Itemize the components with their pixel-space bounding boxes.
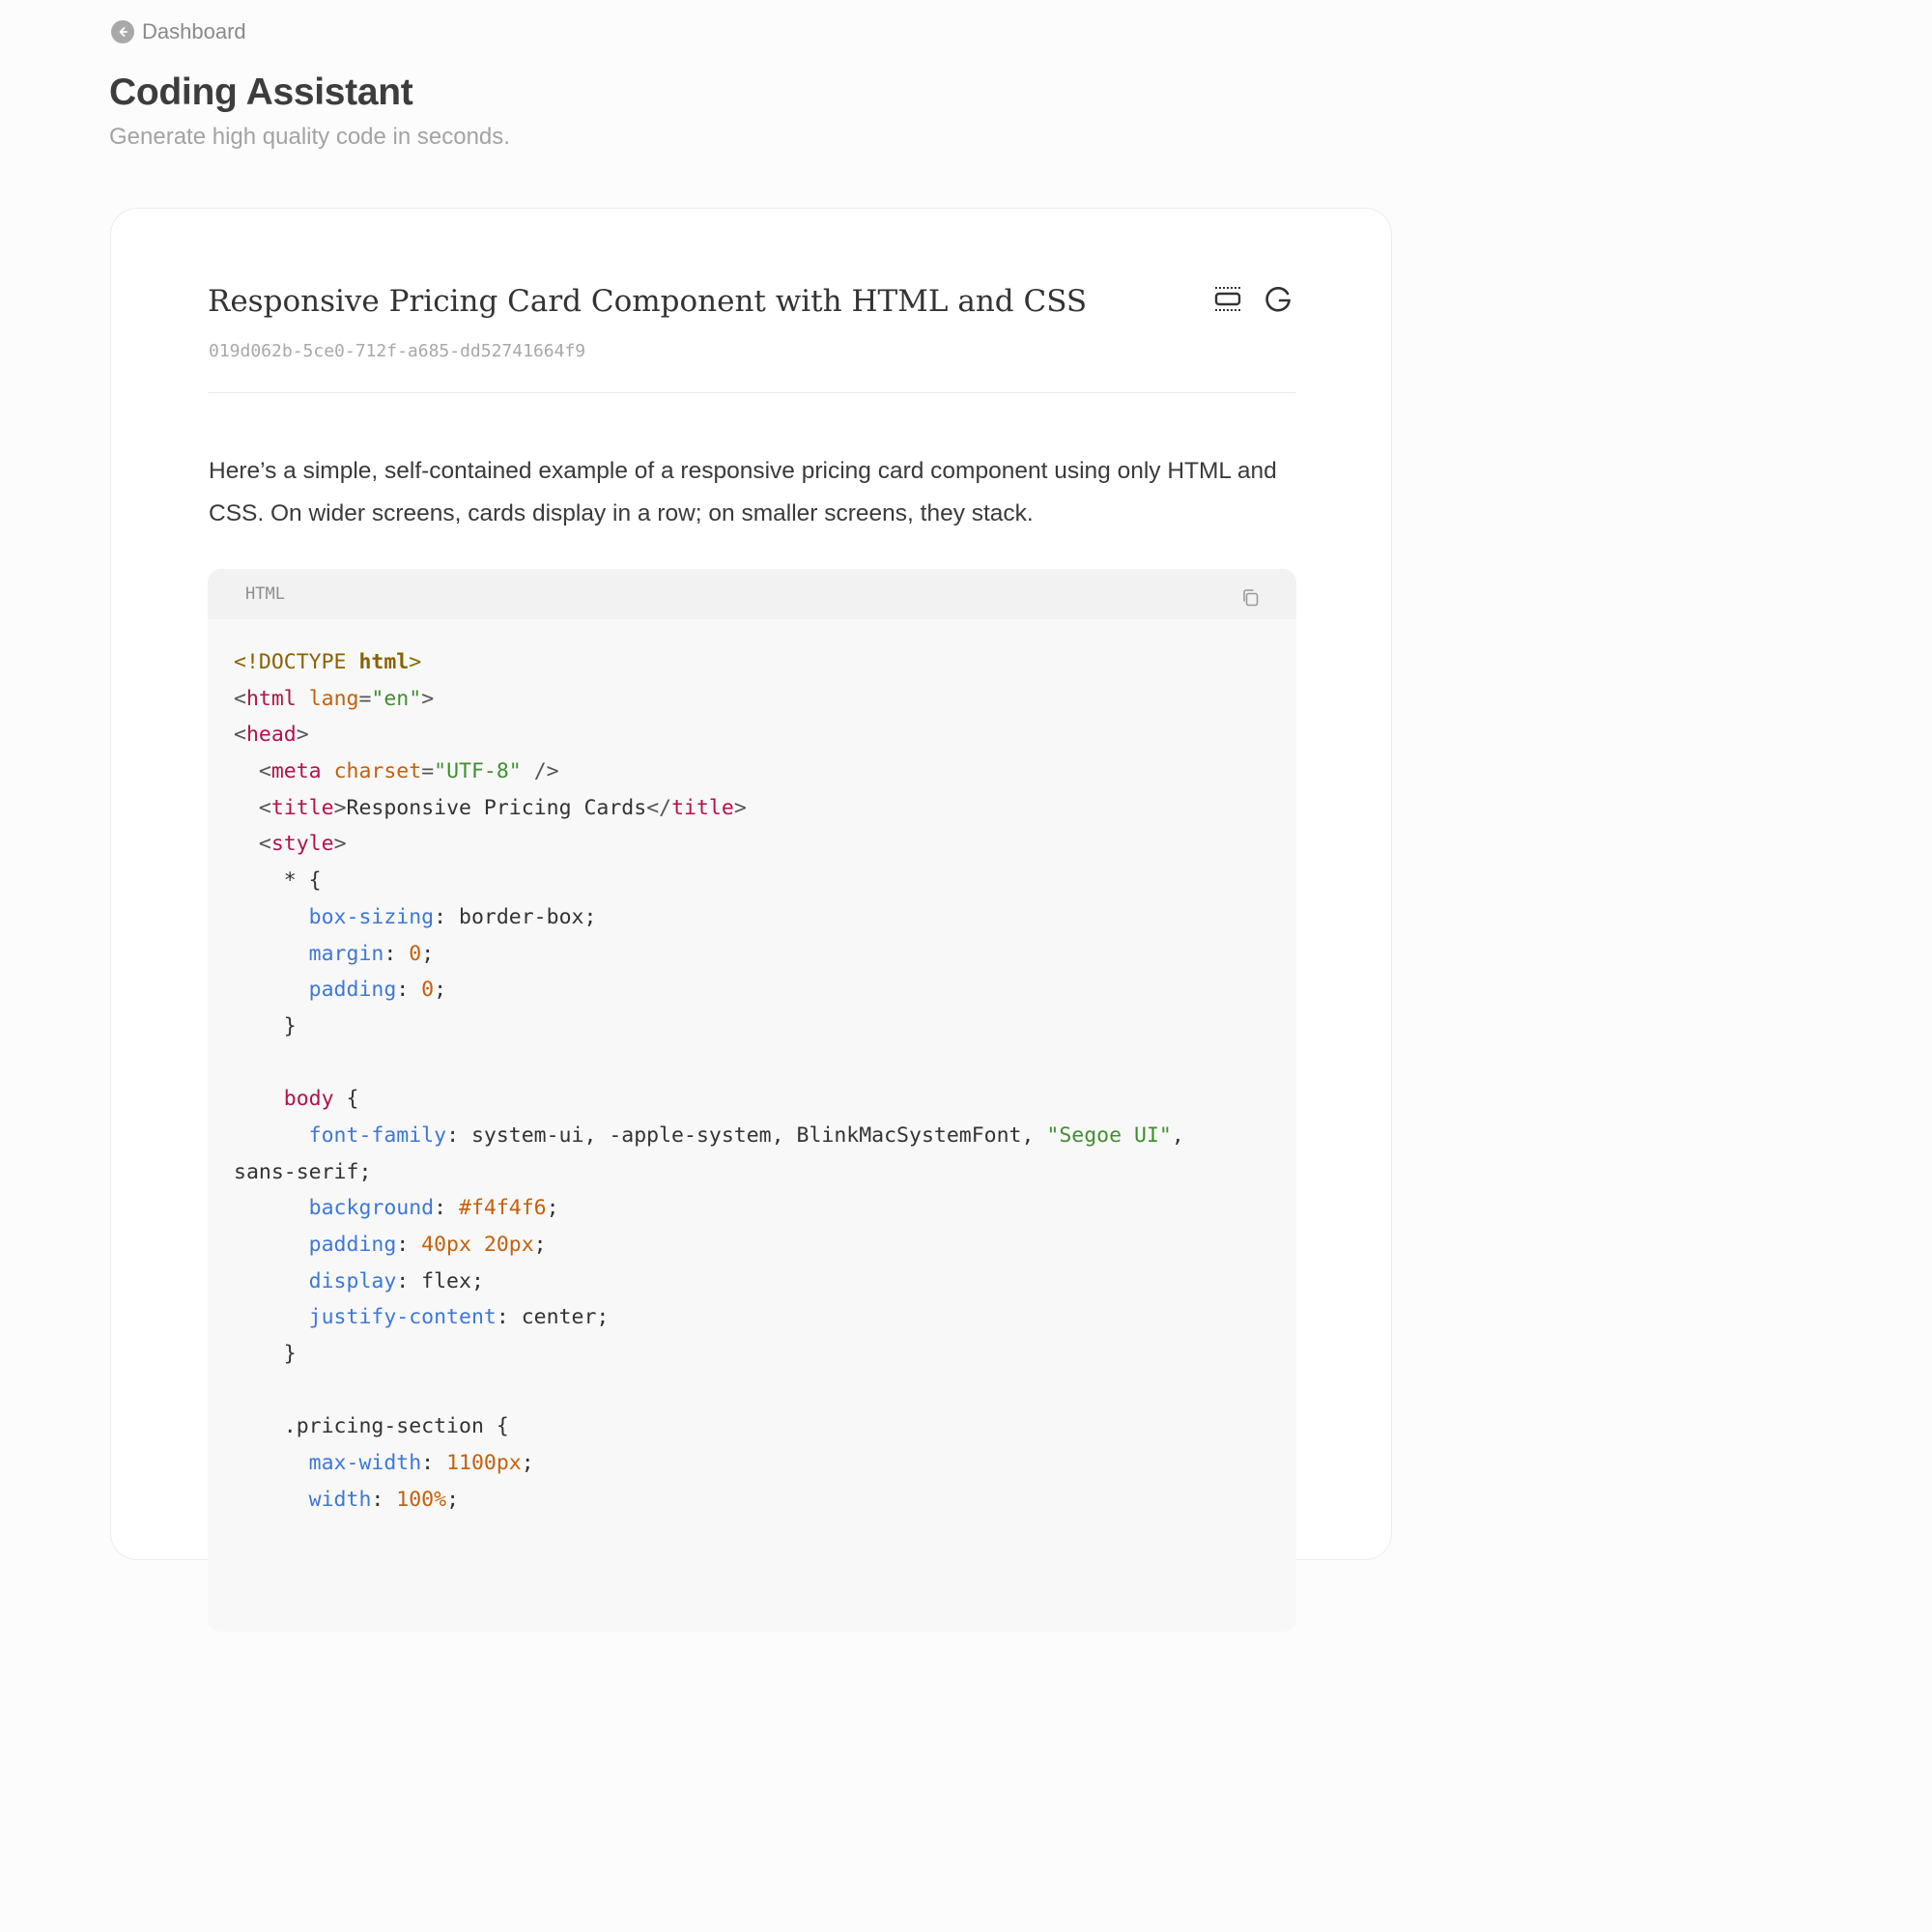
- code-token: 0: [421, 978, 435, 1003]
- code-token: :: [434, 1196, 460, 1221]
- code-token: title: [270, 795, 334, 820]
- code-token: charset: [333, 759, 422, 784]
- code-token: [234, 1488, 309, 1512]
- code-token: [234, 942, 309, 966]
- code-line: [234, 936, 1296, 973]
- code-line: [234, 717, 1296, 753]
- code-token: * {: [234, 868, 322, 894]
- code-token: [234, 1305, 309, 1329]
- code-token: [234, 1123, 309, 1148]
- code-token: max-width: [308, 1451, 422, 1476]
- code-line: [234, 790, 1296, 827]
- code-token: />: [521, 759, 559, 784]
- code-line: [234, 1299, 1296, 1336]
- code-token: :: [421, 1451, 447, 1476]
- code-line: [234, 681, 1296, 718]
- code-token: width: [308, 1487, 372, 1512]
- copy-icon: [1240, 587, 1262, 611]
- code-token: style: [270, 832, 334, 857]
- code-line: [234, 1336, 1296, 1373]
- page-subtitle: Generate high quality code in seconds.: [109, 124, 510, 150]
- code-token: >: [333, 832, 347, 857]
- code-language-label: HTML: [245, 584, 285, 604]
- page-title: Coding Assistant: [109, 71, 413, 113]
- code-token: margin: [308, 941, 384, 966]
- document-id: 019d062b-5ce0-712f-a685-dd52741664f9: [209, 341, 586, 361]
- code-token: Responsive Pricing Cards: [346, 795, 647, 820]
- code-token: [234, 832, 259, 856]
- code-token: padding: [308, 1233, 397, 1257]
- code-token: ;: [546, 1196, 559, 1221]
- code-line: [234, 753, 1296, 790]
- code-token: 100%: [396, 1487, 447, 1512]
- dashboard-back-link[interactable]: [111, 19, 246, 44]
- code-token: =: [358, 686, 372, 711]
- code-block-header: [208, 569, 1296, 619]
- code-line: [234, 826, 1296, 863]
- code-token: : border-box;: [434, 904, 597, 929]
- code-token: meta: [270, 759, 322, 784]
- code-line: [234, 1009, 1296, 1045]
- code-line: [234, 1408, 1296, 1445]
- code-token: [234, 1269, 309, 1293]
- code-line: [234, 1482, 1296, 1519]
- code-token: <: [258, 759, 271, 784]
- code-line: [234, 1154, 1296, 1191]
- code-token: padding: [308, 978, 397, 1003]
- code-token: :: [384, 941, 410, 966]
- code-token: 40px 20px: [421, 1233, 534, 1257]
- code-token: }: [234, 1342, 297, 1367]
- code-token: background: [308, 1196, 435, 1221]
- regenerate-button[interactable]: [1262, 284, 1294, 317]
- view-layout-icon: [1212, 284, 1243, 318]
- code-token: html: [358, 650, 410, 674]
- intro-paragraph: Here’s a simple, self-contained example of a responsive pricing card component using only HTML and CSS. On wider screens, cards display in a row; on smaller screens, they stack.: [209, 458, 1277, 526]
- code-line: [234, 972, 1296, 1009]
- code-line: [234, 644, 1296, 681]
- code-token: ;: [421, 941, 435, 966]
- code-token: : center;: [496, 1305, 610, 1330]
- back-link-label: Dashboard: [142, 19, 246, 43]
- code-token: display: [308, 1268, 397, 1293]
- code-token: :: [371, 1487, 397, 1512]
- code-line: [234, 1227, 1296, 1264]
- code-token: </: [646, 795, 672, 820]
- response-card: [110, 208, 1392, 1560]
- code-line: [234, 1081, 1296, 1118]
- code-token: [234, 759, 259, 783]
- code-token: : flex;: [396, 1268, 484, 1293]
- code-block: [208, 569, 1296, 1632]
- code-token: [322, 759, 334, 783]
- code-token: >: [333, 795, 347, 820]
- header-divider: [208, 392, 1296, 393]
- code-token: "Segoe UI": [1046, 1122, 1172, 1148]
- code-line: [234, 1045, 1296, 1082]
- code-token: font-family: [308, 1122, 447, 1148]
- code-token: 0: [409, 941, 422, 966]
- code-token: >: [421, 686, 435, 711]
- code-token: ,: [1171, 1122, 1184, 1148]
- arrow-left-circle-icon: [111, 20, 134, 43]
- code-token: [234, 905, 309, 929]
- code-token: sans-serif;: [234, 1159, 372, 1184]
- code-token: "en": [371, 686, 422, 711]
- document-title: Responsive Pricing Card Component with HTML and CSS: [208, 284, 1088, 319]
- code-token: [234, 796, 259, 820]
- code-token: {: [333, 1087, 359, 1112]
- code-token: [234, 978, 309, 1002]
- code-token: [234, 1233, 309, 1257]
- code-token: <: [234, 723, 246, 748]
- code-token: ;: [434, 978, 447, 1003]
- code-token: .pricing-section {: [234, 1414, 509, 1439]
- code-token: [297, 687, 309, 711]
- code-line: [234, 1445, 1296, 1482]
- code-token: [234, 1196, 309, 1220]
- code-line: [234, 1264, 1296, 1300]
- code-token: <!DOCTYPE: [234, 650, 359, 674]
- code-token: box-sizing: [308, 904, 435, 929]
- code-token: head: [245, 723, 297, 748]
- code-token: lang: [308, 686, 359, 711]
- code-token: "UTF-8": [434, 759, 522, 784]
- document-actions: [1211, 284, 1294, 317]
- code-line: [234, 1118, 1296, 1154]
- code-token: =: [421, 759, 435, 784]
- view-layout-button[interactable]: [1211, 284, 1244, 317]
- code-token: }: [234, 1013, 297, 1038]
- copy-code-button[interactable]: [1235, 582, 1267, 615]
- code-token: ;: [533, 1233, 547, 1257]
- regenerate-icon: [1263, 284, 1293, 318]
- code-token: #f4f4f6: [459, 1196, 547, 1221]
- code-token: ;: [521, 1451, 534, 1476]
- code-token: 1100px: [446, 1451, 522, 1476]
- code-token: >: [409, 650, 422, 674]
- code-token: <: [258, 832, 271, 857]
- code-token: <: [258, 795, 271, 820]
- code-token: html: [245, 686, 297, 711]
- code-token: ;: [446, 1487, 460, 1512]
- code-token: [234, 1451, 309, 1475]
- code-content[interactable]: [208, 619, 1296, 1519]
- code-token: :: [396, 1233, 422, 1257]
- code-line: [234, 1190, 1296, 1227]
- code-line: [234, 899, 1296, 936]
- code-token: :: [396, 978, 422, 1003]
- code-line: [234, 863, 1296, 899]
- code-token: >: [733, 795, 747, 820]
- code-line: [234, 1373, 1296, 1409]
- code-token: : system-ui, -apple-system, BlinkMacSystemFont,: [446, 1122, 1047, 1148]
- code-token: >: [296, 723, 309, 748]
- code-token: body: [283, 1087, 334, 1112]
- code-token: title: [671, 795, 734, 820]
- code-token: justify-content: [308, 1305, 497, 1330]
- code-token: [234, 1087, 284, 1111]
- code-token: <: [234, 686, 246, 711]
